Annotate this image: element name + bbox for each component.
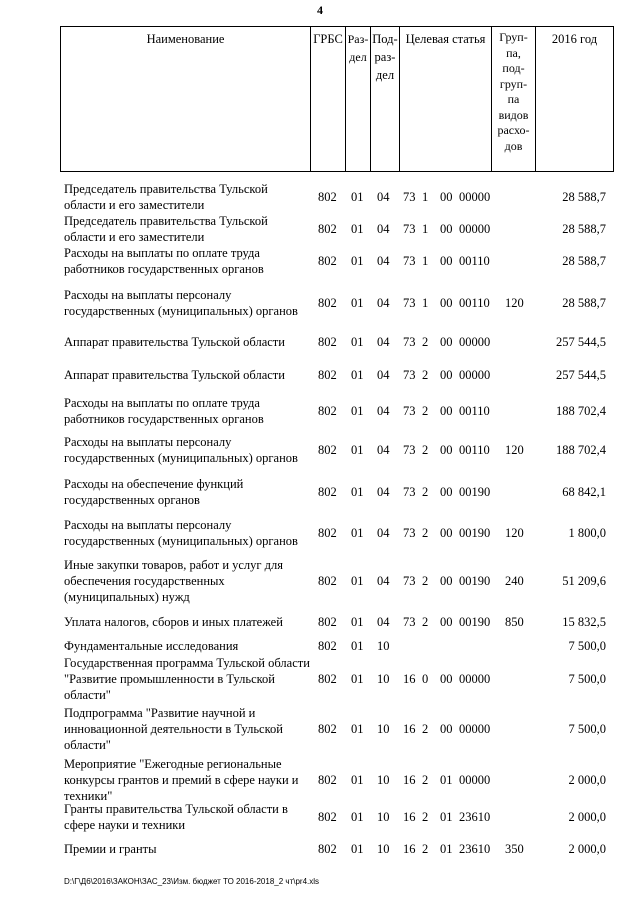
table-row <box>0 801 640 833</box>
cell-c4: 00000 <box>459 773 491 787</box>
cell-rz: 01 <box>351 574 364 588</box>
cell-rz: 01 <box>351 722 364 736</box>
row-name: Аппарат правительства Тульской области <box>64 335 285 349</box>
cell-c4: 00000 <box>459 335 491 349</box>
cell-rz: 01 <box>351 296 364 310</box>
cell-c3: 00 <box>440 672 453 686</box>
cell-vr: 240 <box>505 574 524 588</box>
cell-grbs: 802 <box>318 574 337 588</box>
cell-c1: 16 <box>403 842 416 856</box>
cell-rz: 01 <box>351 190 364 204</box>
cell-c3: 01 <box>440 773 453 787</box>
cell-c2: 2 <box>422 810 429 824</box>
cell-rz: 01 <box>351 773 364 787</box>
table-row <box>0 181 640 213</box>
cell-c1: 73 <box>403 404 416 418</box>
row-name: Гранты правительства Тульской области в сфере науки и техники <box>64 802 288 832</box>
table-row <box>0 655 640 703</box>
cell-c1: 73 <box>403 485 416 499</box>
cell-grbs: 802 <box>318 254 337 268</box>
table-row <box>0 841 640 857</box>
row-name: Расходы на обеспечение функций государственных органов <box>64 477 244 507</box>
cell-c2: 1 <box>422 254 429 268</box>
cell-sum: 257 544,5 <box>556 335 606 349</box>
row-name: Расходы на выплаты по оплате труда работников государственных органов <box>64 246 264 276</box>
cell-grbs: 802 <box>318 222 337 236</box>
table-row <box>0 213 640 245</box>
header-razdel: Раз- дел <box>346 27 371 171</box>
cell-grbs: 802 <box>318 722 337 736</box>
table-header <box>60 26 614 172</box>
cell-c4: 23610 <box>459 810 491 824</box>
cell-c1: 16 <box>403 773 416 787</box>
cell-c1: 73 <box>403 574 416 588</box>
header-podrazdel: Под- раз- дел <box>371 27 400 171</box>
cell-rz: 01 <box>351 639 364 653</box>
table-row <box>0 557 640 605</box>
cell-rz: 01 <box>351 404 364 418</box>
page-number: 4 <box>317 3 323 17</box>
cell-pr: 10 <box>377 722 390 736</box>
row-name: Расходы на выплаты персоналу государственных (муниципальных) органов <box>64 435 298 465</box>
cell-c2: 2 <box>422 722 429 736</box>
row-name: Подпрограмма "Развитие научной и инновационной деятельности в Тульской области" <box>64 706 283 752</box>
table-row <box>0 367 640 383</box>
cell-rz: 01 <box>351 615 364 629</box>
cell-sum: 7 500,0 <box>568 639 606 653</box>
header-vid-raskhodov: Груп- па, под- груп- па видов расхо- дов <box>492 27 536 171</box>
cell-c1: 73 <box>403 296 416 310</box>
cell-pr: 10 <box>377 639 390 653</box>
cell-grbs: 802 <box>318 810 337 824</box>
cell-c2: 1 <box>422 190 429 204</box>
cell-pr: 04 <box>377 254 390 268</box>
cell-c1: 73 <box>403 526 416 540</box>
cell-rz: 01 <box>351 335 364 349</box>
cell-pr: 04 <box>377 526 390 540</box>
cell-rz: 01 <box>351 443 364 457</box>
cell-sum: 15 832,5 <box>562 615 606 629</box>
cell-c4: 00110 <box>459 254 490 268</box>
cell-c4: 00190 <box>459 615 491 629</box>
cell-pr: 04 <box>377 615 390 629</box>
cell-rz: 01 <box>351 254 364 268</box>
cell-rz: 01 <box>351 485 364 499</box>
cell-c4: 00000 <box>459 672 491 686</box>
cell-pr: 04 <box>377 404 390 418</box>
cell-pr: 04 <box>377 485 390 499</box>
header-year: 2016 год <box>551 32 598 46</box>
cell-rz: 01 <box>351 526 364 540</box>
cell-grbs: 802 <box>318 296 337 310</box>
cell-c4: 00110 <box>459 404 490 418</box>
cell-c2: 1 <box>422 296 429 310</box>
cell-c2: 2 <box>422 443 429 457</box>
cell-c2: 2 <box>422 842 429 856</box>
cell-sum: 28 588,7 <box>562 222 606 236</box>
cell-grbs: 802 <box>318 526 337 540</box>
cell-c3: 00 <box>440 485 453 499</box>
cell-c1: 16 <box>403 672 416 686</box>
cell-c2: 2 <box>422 574 429 588</box>
cell-c3: 00 <box>440 254 453 268</box>
cell-sum: 2 000,0 <box>568 842 606 856</box>
cell-grbs: 802 <box>318 190 337 204</box>
cell-pr: 04 <box>377 368 390 382</box>
cell-c1: 73 <box>403 190 416 204</box>
cell-rz: 01 <box>351 810 364 824</box>
cell-c4: 00000 <box>459 190 491 204</box>
header-grbs: ГРБС <box>311 27 346 171</box>
cell-c4: 00110 <box>459 443 490 457</box>
row-name: Премии и гранты <box>64 842 157 856</box>
cell-c3: 00 <box>440 722 453 736</box>
cell-c4: 00190 <box>459 574 491 588</box>
table-row <box>0 245 640 277</box>
cell-grbs: 802 <box>318 335 337 349</box>
cell-sum: 28 588,7 <box>562 190 606 204</box>
cell-sum: 2 000,0 <box>568 810 606 824</box>
cell-grbs: 802 <box>318 773 337 787</box>
cell-vr: 850 <box>505 615 524 629</box>
table-row <box>0 476 640 508</box>
cell-c3: 00 <box>440 526 453 540</box>
cell-c2: 2 <box>422 404 429 418</box>
cell-c2: 2 <box>422 335 429 349</box>
cell-rz: 01 <box>351 842 364 856</box>
row-name: Фундаментальные исследования <box>64 639 239 653</box>
row-name: Расходы на выплаты персоналу государственных (муниципальных) органов <box>64 518 298 548</box>
table-row <box>0 334 640 350</box>
cell-grbs: 802 <box>318 443 337 457</box>
row-name: Государственная программа Тульской области "Развитие промышленности в Тульской области" <box>64 656 310 702</box>
cell-c2: 2 <box>422 615 429 629</box>
cell-c1: 73 <box>403 335 416 349</box>
cell-pr: 10 <box>377 810 390 824</box>
cell-pr: 04 <box>377 335 390 349</box>
cell-c3: 00 <box>440 574 453 588</box>
cell-pr: 04 <box>377 296 390 310</box>
row-name: Председатель правительства Тульской области и его заместители <box>64 214 268 244</box>
table-row <box>0 434 640 466</box>
cell-c2: 2 <box>422 485 429 499</box>
cell-c2: 2 <box>422 773 429 787</box>
cell-rz: 01 <box>351 672 364 686</box>
row-name: Расходы на выплаты по оплате труда работников государственных органов <box>64 396 264 426</box>
cell-c2: 2 <box>422 526 429 540</box>
cell-c1: 16 <box>403 810 416 824</box>
file-path-footer: D:\Г\Д6\2016\ЗАКОН\ЗАС_23\Изм. бюджет ТО 2016-2018_2 чт\pr4.xls <box>64 877 320 886</box>
table-row <box>0 614 640 630</box>
row-name: Аппарат правительства Тульской области <box>64 368 285 382</box>
cell-vr: 350 <box>505 842 524 856</box>
cell-c3: 00 <box>440 222 453 236</box>
cell-sum: 188 702,4 <box>556 404 606 418</box>
cell-pr: 04 <box>377 574 390 588</box>
cell-pr: 04 <box>377 443 390 457</box>
table-row <box>0 638 640 654</box>
row-name: Расходы на выплаты персоналу государственных (муниципальных) органов <box>64 288 298 318</box>
cell-c4: 00000 <box>459 722 491 736</box>
cell-c4: 00190 <box>459 526 491 540</box>
cell-pr: 04 <box>377 190 390 204</box>
cell-c4: 00190 <box>459 485 491 499</box>
cell-c2: 1 <box>422 222 429 236</box>
table-row <box>0 287 640 319</box>
table-row <box>0 517 640 549</box>
cell-sum: 68 842,1 <box>562 485 606 499</box>
cell-rz: 01 <box>351 368 364 382</box>
cell-c3: 00 <box>440 190 453 204</box>
cell-sum: 28 588,7 <box>562 296 606 310</box>
cell-c1: 73 <box>403 443 416 457</box>
cell-c1: 73 <box>403 254 416 268</box>
cell-sum: 188 702,4 <box>556 443 606 457</box>
cell-c2: 2 <box>422 368 429 382</box>
cell-sum: 1 800,0 <box>568 526 606 540</box>
cell-c1: 16 <box>403 722 416 736</box>
cell-sum: 7 500,0 <box>568 722 606 736</box>
cell-c2: 0 <box>422 672 429 686</box>
cell-c3: 00 <box>440 404 453 418</box>
cell-c4: 23610 <box>459 842 491 856</box>
cell-sum: 2 000,0 <box>568 773 606 787</box>
cell-vr: 120 <box>505 526 524 540</box>
cell-c3: 00 <box>440 615 453 629</box>
cell-pr: 10 <box>377 842 390 856</box>
cell-pr: 10 <box>377 773 390 787</box>
cell-sum: 51 209,6 <box>562 574 606 588</box>
row-name: Председатель правительства Тульской области и его заместители <box>64 182 268 212</box>
cell-c3: 01 <box>440 810 453 824</box>
cell-grbs: 802 <box>318 672 337 686</box>
cell-c4: 00000 <box>459 222 491 236</box>
row-name: Иные закупки товаров, работ и услуг для обеспечения государственных (муниципальных) нужд <box>64 558 284 604</box>
header-celevaya: Целевая статья <box>400 27 492 171</box>
cell-grbs: 802 <box>318 368 337 382</box>
cell-sum: 257 544,5 <box>556 368 606 382</box>
cell-c3: 00 <box>440 443 453 457</box>
cell-c4: 00110 <box>459 296 490 310</box>
cell-pr: 10 <box>377 672 390 686</box>
cell-c1: 73 <box>403 368 416 382</box>
table-row <box>0 395 640 427</box>
header-name: Наименование <box>61 27 311 171</box>
row-name: Мероприятие "Ежегодные региональные конкурсы грантов и премий в сфере науки и техники" <box>64 757 299 803</box>
cell-c1: 73 <box>403 222 416 236</box>
cell-grbs: 802 <box>318 615 337 629</box>
cell-c3: 00 <box>440 368 453 382</box>
cell-c4: 00000 <box>459 368 491 382</box>
cell-pr: 04 <box>377 222 390 236</box>
cell-c3: 01 <box>440 842 453 856</box>
row-name: Уплата налогов, сборов и иных платежей <box>64 615 283 629</box>
cell-vr: 120 <box>505 296 524 310</box>
cell-sum: 28 588,7 <box>562 254 606 268</box>
cell-grbs: 802 <box>318 404 337 418</box>
cell-vr: 120 <box>505 443 524 457</box>
cell-c3: 00 <box>440 335 453 349</box>
cell-c3: 00 <box>440 296 453 310</box>
cell-grbs: 802 <box>318 842 337 856</box>
cell-rz: 01 <box>351 222 364 236</box>
cell-c1: 73 <box>403 615 416 629</box>
cell-grbs: 802 <box>318 639 337 653</box>
table-row <box>0 705 640 753</box>
table-row <box>0 756 640 804</box>
cell-grbs: 802 <box>318 485 337 499</box>
cell-sum: 7 500,0 <box>568 672 606 686</box>
